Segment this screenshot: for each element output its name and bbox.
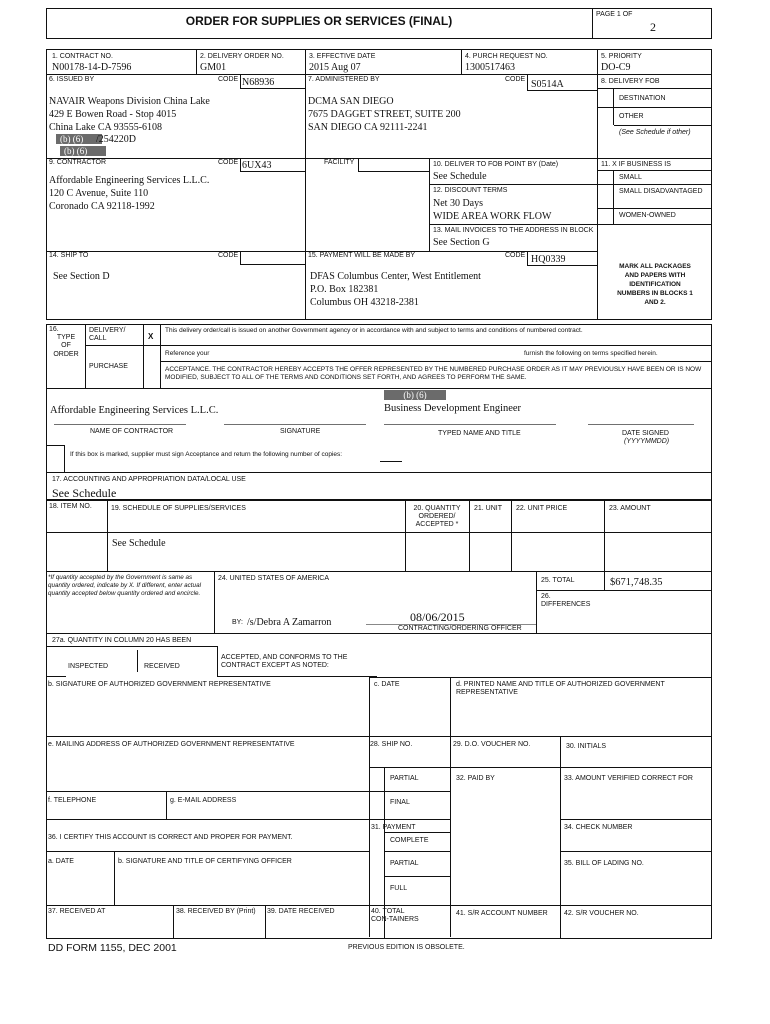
typed-name-label: TYPED NAME AND TITLE [438, 430, 521, 437]
order-type-label-3: OF [61, 342, 71, 349]
col-amount: 23. AMOUNT [609, 505, 651, 512]
contract-no-label: 1. CONTRACT NO. [52, 53, 113, 60]
initials-label: 30. INITIALS [566, 743, 607, 750]
administered-by-line-3: SAN DIEGO CA 92111-2241 [308, 122, 428, 133]
page-count: 2 [650, 20, 656, 34]
partial-label: PARTIAL [390, 775, 419, 782]
sr-voucher-label: 42. S/R VOUCHER NO. [564, 910, 639, 917]
purch-request-no: 1300517463 [465, 62, 515, 73]
paid-by-label: 32. PAID BY [456, 775, 495, 782]
e-mailing-label: e. MAILING ADDRESS OF AUTHORIZED GOVERNMENT REPRESENTATIVE [48, 741, 295, 748]
typed-title-value: Business Development Engineer [384, 403, 522, 414]
payment-code-label: CODE [505, 252, 526, 259]
order-type-label-4: ORDER [53, 351, 79, 358]
mail-invoices-value: See Section G [433, 237, 490, 248]
mail-invoices-label: 13. MAIL INVOICES TO THE ADDRESS IN BLOCK [433, 227, 594, 234]
facility-label: FACILITY [324, 159, 355, 166]
delivery-fob-label: 8. DELIVERY FOB [601, 78, 660, 85]
total-containers-label: 40. TOTAL CON-TAINERS [371, 908, 419, 923]
col-item-no: 18. ITEM NO. [49, 503, 92, 510]
differences-label: 26. DIFFERENCES [541, 593, 591, 608]
business-disadvantaged-checkbox[interactable] [597, 185, 614, 208]
contractor-line-3: Coronado CA 92118-1992 [49, 201, 155, 212]
col-unit: 21. UNIT [474, 505, 503, 512]
col-quantity: 20. QUANTITY ORDERED/ ACCEPTED * [413, 505, 461, 528]
contractor-label: 9. CONTRACTOR [49, 159, 107, 166]
business-label: 11. X IF BUSINESS IS [601, 161, 671, 168]
page-label: PAGE 1 OF [596, 11, 633, 18]
ship-to-label: 14. SHIP TO [49, 252, 89, 259]
payment31-label: 31. PAYMENT [371, 824, 416, 831]
date-signed-label: DATE SIGNED [622, 430, 669, 437]
signer-name: /s/Debra A Zamarron [247, 617, 332, 628]
sign-date: 08/06/2015 [410, 610, 465, 624]
payment-label: 15. PAYMENT WILL BE MADE BY [308, 252, 416, 259]
business-small-label: SMALL [619, 174, 642, 181]
sr-account-label: 41. S/R ACCOUNT NUMBER [456, 910, 548, 917]
delivery-order-text: This delivery order/call is issued on another Government agency or in accordance with and subject to terms and conditions of numbered contract. [165, 327, 583, 334]
fob-destination-label: DESTINATION [619, 95, 666, 102]
fob-other-checkbox[interactable] [597, 108, 614, 125]
priority: DO-C9 [601, 62, 631, 73]
delivery-call-label: DELIVERY/ CALL [89, 327, 126, 342]
contractor-name-value: Affordable Engineering Services L.L.C. [50, 405, 219, 416]
issued-by-line-1: NAVAIR Weapons Division China Lake [49, 96, 210, 107]
a-date-label: a. DATE [48, 858, 74, 865]
c-date-label: c. DATE [374, 681, 400, 688]
payment-code: HQ0339 [531, 254, 566, 265]
issued-by-line-2: 429 E Bowen Road - Stop 4015 [49, 109, 177, 120]
acceptance-text: ACCEPTANCE. THE CONTRACTOR HEREBY ACCEPTS THE OFFER REPRESENTED BY THE NUMBERED PURCHASE ORDER AS IT MAY PREVIOUSLY HAVE BEEN OR IS NOW MODIFIED, SUBJECT TO ALL OF THE TERMS AND CONDITIONS SET FORTH, AND AGREES TO PERFORM THE SAME. [165, 366, 702, 381]
facility-box [358, 158, 429, 172]
administered-by-line-2: 7675 DAGGET STREET, SUITE 200 [308, 109, 461, 120]
administered-by-label: 7. ADMINISTERED BY [308, 76, 380, 83]
deliver-to-value: See Schedule [433, 171, 487, 182]
check-number-label: 34. CHECK NUMBER [564, 824, 633, 831]
issued-by-code: N68936 [242, 77, 275, 88]
mark-all-notice: MARK ALL PACKAGES AND PAPERS WITH IDENTIFICATION NUMBERS IN BLOCKS 1 AND 2. [617, 263, 693, 306]
date-format-label: (YYYYMMDD) [624, 438, 670, 445]
accounting-value: See Schedule [52, 486, 117, 500]
payment-line-2: P.O. Box 182381 [310, 284, 379, 295]
quantity-footnote: *If quantity accepted by the Government is same as quantity ordered, indicate by X. If different, enter actual quantity accepted below quantity ordered and encircle. [48, 574, 201, 597]
payment-line-3: Columbus OH 43218-2381 [310, 297, 419, 308]
redaction-box: (b) (6) [56, 134, 102, 144]
acceptance-box-note: If this box is marked, supplier must sign Acceptance and return the following number of copies: [70, 451, 343, 458]
issued-by-label: 6. ISSUED BY [49, 76, 95, 83]
redaction-box: (b) (6) [384, 390, 446, 400]
copies-count-box[interactable] [380, 448, 402, 462]
discount-line-1: Net 30 Days [433, 198, 483, 209]
business-women-owned-checkbox[interactable] [597, 209, 614, 224]
ship-to-value: See Section D [53, 271, 110, 282]
total-label: 25. TOTAL [541, 577, 575, 584]
issued-by-code-label: CODE [218, 76, 239, 83]
delivery-call-mark[interactable]: X [148, 332, 154, 341]
previous-edition-note: PREVIOUS EDITION IS OBSOLETE. [348, 944, 465, 951]
effective-date: 2015 Aug 07 [309, 62, 361, 73]
full-label: FULL [390, 885, 408, 892]
acceptance-checkbox[interactable] [46, 445, 65, 473]
discount-label: 12. DISCOUNT TERMS [433, 187, 508, 194]
telephone-label: f. TELEPHONE [48, 797, 97, 804]
accounting-label: 17. ACCOUNTING AND APPROPRIATION DATA/LOCAL USE [52, 476, 246, 483]
schedule-value: See Schedule [112, 538, 166, 549]
usa-label: 24. UNITED STATES OF AMERICA [218, 575, 329, 582]
business-disadvantaged-label: SMALL DISADVANTAGED [619, 188, 703, 195]
purch-request-label: 4. PURCH REQUEST NO. [465, 53, 548, 60]
discount-line-2: WIDE AREA WORK FLOW [433, 211, 552, 222]
ship-to-code-box [240, 251, 305, 265]
delivery-order-no: GM01 [200, 62, 227, 73]
contractor-code-label: CODE [218, 159, 239, 166]
certify-label: 36. I CERTIFY THIS ACCOUNT IS CORRECT AND PROPER FOR PAYMENT. [48, 834, 293, 841]
deliver-to-label: 10. DELIVER TO FOB POINT BY (Date) [433, 161, 559, 168]
do-voucher-label: 29. D.O. VOUCHER NO. [453, 741, 531, 748]
received-label: RECEIVED [144, 663, 180, 670]
by-label: BY: [232, 619, 243, 626]
q27a-label: 27a. QUANTITY IN COLUMN 20 HAS BEEN [52, 637, 192, 644]
ship-to-code-label: CODE [218, 252, 239, 259]
delivery-order-label: 2. DELIVERY ORDER NO. [200, 53, 284, 60]
b-certifying-signature-label: b. SIGNATURE AND TITLE OF CERTIFYING OFFICER [118, 858, 292, 865]
redaction-box: (b) (6) [60, 146, 106, 156]
b-signature-label: b. SIGNATURE OF AUTHORIZED GOVERNMENT REPRESENTATIVE [48, 681, 271, 688]
contractor-line-2: 120 C Avenue, Suite 110 [49, 188, 149, 199]
col-unit-price: 22. UNIT PRICE [516, 505, 568, 512]
order-type-label-2: TYPE [56, 334, 76, 341]
inspected-checkbox[interactable] [58, 650, 66, 658]
final-label: FINAL [390, 799, 410, 806]
amount-verified-label: 33. AMOUNT VERIFIED CORRECT FOR [564, 775, 693, 782]
form-number-footer: DD FORM 1155, DEC 2001 [48, 942, 177, 954]
d-printed-name-label: d. PRINTED NAME AND TITLE OF AUTHORIZED GOVERNMENT REPRESENTATIVE [456, 681, 665, 696]
order-type-label: 16. [49, 326, 59, 333]
inspected-label: INSPECTED [68, 663, 109, 670]
priority-label: 5. PRIORITY [601, 53, 642, 60]
received-by-label: 38. RECEIVED BY (Print) [176, 908, 256, 915]
signature-label: SIGNATURE [280, 428, 321, 435]
email-label: g. E-MAIL ADDRESS [170, 797, 237, 804]
effective-date-label: 3. EFFECTIVE DATE [309, 53, 376, 60]
issued-by-redacted-suffix: /254220D [96, 134, 136, 145]
received-at-label: 37. RECEIVED AT [48, 908, 106, 915]
fob-other-label: OTHER [619, 113, 644, 120]
contractor-line-1: Affordable Engineering Services L.L.C. [49, 175, 210, 186]
bill-of-lading-label: 35. BILL OF LADING NO. [564, 860, 644, 867]
partial2-label: PARTIAL [390, 860, 419, 867]
name-of-contractor-label: NAME OF CONTRACTOR [90, 428, 174, 435]
payment-line-1: DFAS Columbus Center, West Entitlement [310, 271, 481, 282]
receiving-outline [46, 634, 47, 938]
form-title: ORDER FOR SUPPLIES OR SERVICES (FINAL) [185, 14, 453, 28]
fob-destination-checkbox[interactable] [597, 89, 614, 107]
business-women-owned-label: WOMEN-OWNED [619, 212, 676, 219]
administered-by-code-label: CODE [505, 76, 526, 83]
fob-other-note: (See Schedule if other) [619, 129, 691, 136]
contracting-officer-label: CONTRACTING/ORDERING OFFICER [398, 625, 522, 632]
reference-label: Reference your [165, 350, 210, 357]
purchase-label: PURCHASE [89, 363, 128, 370]
administered-by-code: S0514A [531, 79, 564, 90]
complete-label: COMPLETE [390, 837, 429, 844]
total-amount: $671,748.35 [610, 577, 663, 588]
contract-no: N00178-14-D-7596 [52, 62, 132, 73]
date-received-label: 39. DATE RECEIVED [267, 908, 335, 915]
administered-by-line-1: DCMA SAN DIEGO [308, 96, 394, 107]
business-small-checkbox[interactable] [597, 171, 614, 184]
col-schedule: 19. SCHEDULE OF SUPPLIES/SERVICES [111, 505, 246, 512]
contractor-code: 6UX43 [242, 160, 272, 171]
furnish-label: furnish the following on terms specified herein. [524, 350, 658, 357]
accepted-label: ACCEPTED, AND CONFORMS TO THE CONTRACT EXCEPT AS NOTED: [221, 654, 348, 669]
issued-by-line-3: China Lake CA 93555-6108 [49, 122, 163, 133]
ship-no-label: 28. SHIP NO. [370, 741, 413, 748]
